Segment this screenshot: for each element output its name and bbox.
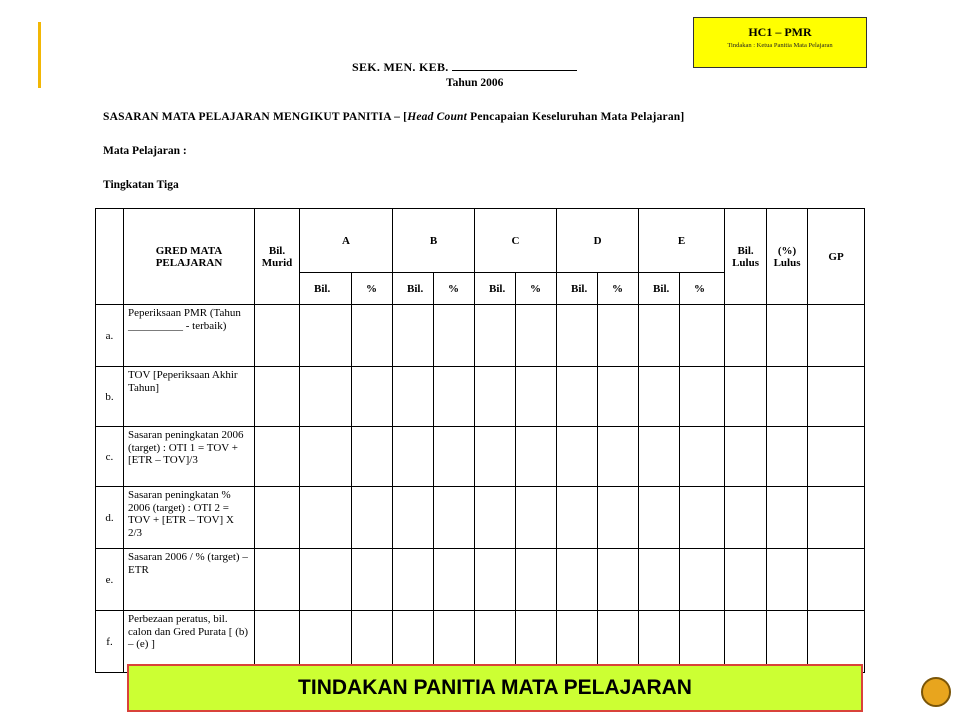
empty-cell[interactable] [808,427,865,487]
empty-cell[interactable] [725,305,767,367]
empty-cell[interactable] [255,549,300,611]
empty-cell[interactable] [639,549,680,611]
empty-cell[interactable] [598,549,639,611]
hc-title: HC1 – PMR [748,25,812,39]
empty-cell[interactable] [434,487,475,549]
empty-cell[interactable] [725,427,767,487]
empty-cell[interactable] [475,305,516,367]
empty-cell[interactable] [352,549,393,611]
empty-cell[interactable] [725,367,767,427]
empty-cell[interactable] [598,427,639,487]
header-grade-d: D [557,209,639,273]
year-label: Tahun 2006 [446,77,504,89]
empty-cell[interactable] [557,487,598,549]
table-row [96,549,865,611]
header-grade-c: C [475,209,557,273]
empty-cell[interactable] [767,427,808,487]
empty-cell[interactable] [680,487,725,549]
banner-text: TINDAKAN PANITIA MATA PELAJARAN [298,676,692,699]
empty-cell[interactable] [767,487,808,549]
empty-cell[interactable] [300,549,352,611]
table-row [96,367,865,427]
empty-cell[interactable] [393,427,434,487]
empty-cell[interactable] [300,305,352,367]
empty-cell[interactable] [434,305,475,367]
empty-cell[interactable] [393,549,434,611]
empty-cell[interactable] [557,549,598,611]
empty-cell[interactable] [352,305,393,367]
table-body [96,305,865,673]
row-label: Sasaran 2006 / % (target) – ETR [124,549,255,611]
header-grade-b: B [393,209,475,273]
subheader-b-bil: Bil. [393,273,434,305]
subheader-c-pct: % [516,273,557,305]
table-row [96,487,865,549]
school-label: SEK. MEN. KEB. [352,60,449,74]
empty-cell[interactable] [393,487,434,549]
heading-suffix: Pencapaian Keseluruhan Mata Pelajaran] [467,111,685,123]
table-row [96,305,865,367]
row-index: c. [96,427,124,487]
empty-cell[interactable] [639,305,680,367]
empty-cell[interactable] [255,367,300,427]
nav-circle-button[interactable] [921,677,951,707]
row-index: d. [96,487,124,549]
empty-cell[interactable] [300,367,352,427]
empty-cell[interactable] [808,487,865,549]
row-label: Sasaran peningkatan % 2006 (target) : OTI 2 = TOV + [ETR – TOV] X 2/3 [124,487,255,549]
empty-cell[interactable] [680,305,725,367]
empty-cell[interactable] [808,549,865,611]
subheader-e-pct: % [680,273,725,305]
empty-cell[interactable] [767,549,808,611]
table-row [96,427,865,487]
hc-subtitle: Tindakan : Ketua Panitia Mata Pelajaran [727,42,833,49]
heading-italic: Head Count [407,111,468,123]
row-label: TOV [Peperiksaan Akhir Tahun] [124,367,255,427]
empty-cell[interactable] [598,367,639,427]
hc-label-box [693,17,867,68]
target-table [95,208,865,673]
empty-cell[interactable] [516,305,557,367]
row-index: b. [96,367,124,427]
empty-cell[interactable] [767,367,808,427]
subheader-a-pct: % [352,273,393,305]
empty-cell[interactable] [434,427,475,487]
empty-cell[interactable] [516,427,557,487]
header-bil-lulus: Bil. Lulus [725,209,767,305]
header-bil-murid: Bil. Murid [255,209,300,305]
empty-cell[interactable] [725,549,767,611]
row-index: f. [96,611,124,673]
action-banner [127,664,863,712]
row-label: Sasaran peningkatan 2006 (target) : OTI 1 = TOV + [ETR – TOV]/3 [124,427,255,487]
empty-cell[interactable] [300,427,352,487]
empty-cell[interactable] [393,305,434,367]
empty-cell[interactable] [639,487,680,549]
school-name-blank [452,60,577,71]
empty-cell[interactable] [680,367,725,427]
empty-cell[interactable] [516,487,557,549]
empty-cell[interactable] [598,305,639,367]
empty-cell[interactable] [639,367,680,427]
empty-cell[interactable] [557,427,598,487]
subheader-d-pct: % [598,273,639,305]
header-grade-a: A [300,209,393,273]
empty-cell[interactable] [475,487,516,549]
header-pct-lulus: (%) Lulus [767,209,808,305]
row-label: Peperiksaan PMR (Tahun __________ - terbaik) [124,305,255,367]
empty-cell[interactable] [475,367,516,427]
row-label: Perbezaan peratus, bil. calon dan Gred Purata [ (b) – (e) ] [124,611,255,673]
header-gred: GRED MATA PELAJARAN [124,209,255,305]
empty-cell[interactable] [557,367,598,427]
subheader-d-bil: Bil. [557,273,598,305]
heading-prefix: SASARAN MATA PELAJARAN MENGIKUT PANITIA – [ [103,111,408,123]
empty-cell[interactable] [557,305,598,367]
empty-cell[interactable] [725,487,767,549]
empty-cell[interactable] [767,305,808,367]
empty-cell[interactable] [680,549,725,611]
school-line [352,60,577,75]
empty-cell[interactable] [808,367,865,427]
row-index: a. [96,305,124,367]
empty-cell[interactable] [516,367,557,427]
empty-cell[interactable] [598,487,639,549]
empty-cell[interactable] [300,487,352,549]
empty-cell[interactable] [475,427,516,487]
empty-cell[interactable] [434,367,475,427]
empty-cell[interactable] [393,367,434,427]
subject-label: Mata Pelajaran : [103,145,187,157]
subheader-a-bil: Bil. [300,273,352,305]
empty-cell[interactable] [475,549,516,611]
empty-cell[interactable] [680,427,725,487]
header-grade-e: E [639,209,725,273]
document-heading [103,111,684,123]
empty-cell[interactable] [352,487,393,549]
empty-cell[interactable] [255,305,300,367]
subheader-e-bil: Bil. [639,273,680,305]
empty-cell[interactable] [352,427,393,487]
header-index [96,209,124,305]
row-index: e. [96,549,124,611]
empty-cell[interactable] [434,549,475,611]
subheader-b-pct: % [434,273,475,305]
level-label: Tingkatan Tiga [103,179,179,191]
empty-cell[interactable] [255,487,300,549]
empty-cell[interactable] [639,427,680,487]
empty-cell[interactable] [255,427,300,487]
header-gp: GP [808,209,865,305]
empty-cell[interactable] [516,549,557,611]
empty-cell[interactable] [808,305,865,367]
subheader-c-bil: Bil. [475,273,516,305]
empty-cell[interactable] [352,367,393,427]
